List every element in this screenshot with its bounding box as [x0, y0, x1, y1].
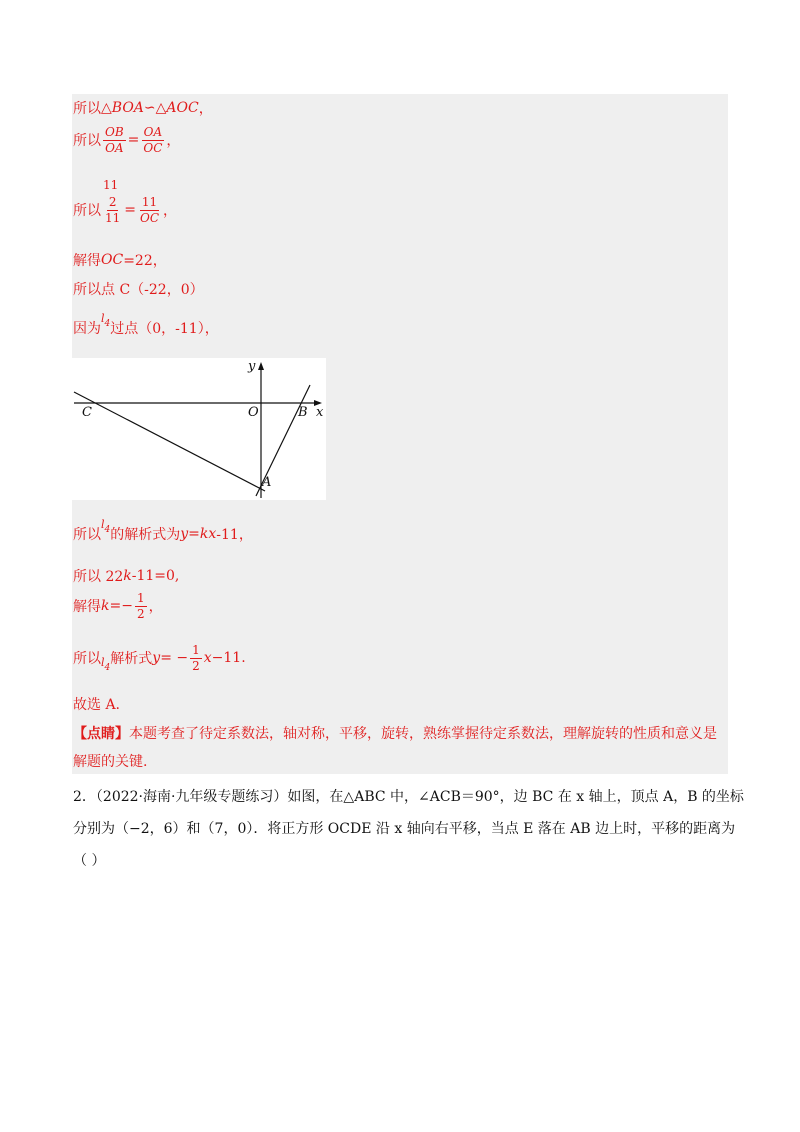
text: -11=0,: [131, 568, 180, 584]
denominator: 2: [192, 658, 200, 673]
question-line-2: 分别为（−2，6）和（7，0）．将正方形 OCDE 沿 x 轴向右平移，当点 E 落在 AB 边上时，平移的距离为: [73, 821, 736, 837]
line-ca: [74, 392, 265, 491]
punct: ，: [148, 599, 163, 616]
solution-line-7: [73, 517, 253, 544]
text: 所以点 C（-22，0）: [73, 282, 204, 298]
text: 所以: [73, 133, 101, 150]
text: 所以: [73, 101, 101, 117]
solution-line-5: [73, 279, 204, 299]
label-a: A: [262, 475, 272, 490]
label-b: B: [298, 405, 308, 420]
equals: =: [124, 202, 137, 219]
highlight-label: 【点睛】: [73, 726, 129, 742]
solution-line-11: [73, 694, 120, 714]
punct: ，: [166, 133, 181, 150]
fraction-ob-oa: [103, 126, 126, 154]
label-x: x: [316, 405, 324, 420]
denominator: OC: [140, 210, 160, 225]
punct: ，: [163, 203, 178, 220]
line-l4-symbol: $l_4$: [101, 517, 111, 535]
text: 所以: [73, 651, 101, 668]
denominator: OA: [105, 140, 124, 155]
numerator: 11: [141, 195, 158, 209]
solution-line-9: [73, 592, 163, 620]
fraction-one-half: [190, 644, 202, 672]
question-line-3: （ ）: [73, 853, 106, 869]
equals-minus: = −: [160, 650, 189, 667]
question-line-1: 2．（2022·海南·九年级专题练习）如图，在△ABC 中，∠ACB＝90°，边 BC 在 x 轴上，顶点 A，B 的坐标: [73, 789, 744, 805]
text: 解得: [73, 253, 101, 269]
solution-line-2: [73, 126, 180, 154]
fraction-2-11: [103, 196, 122, 224]
expression: y=kx: [180, 526, 217, 542]
label-c: C: [82, 405, 92, 420]
var-k: k: [101, 598, 110, 615]
solution-line-6: [73, 311, 219, 338]
label-y: y: [248, 359, 256, 374]
numerator: 1: [192, 643, 200, 657]
text: 因为: [73, 321, 101, 337]
nested-fraction-top: [103, 178, 118, 192]
var: OC: [101, 252, 124, 268]
equals: =: [127, 132, 140, 149]
denominator: 11: [105, 210, 121, 225]
answer-text: 故选 A.: [73, 697, 121, 713]
punct: ，: [198, 101, 213, 117]
label-o: O: [248, 405, 259, 420]
text: -11，: [216, 527, 253, 543]
denominator: OC: [143, 140, 163, 155]
var-x: x: [203, 650, 212, 667]
coordinate-figure: [72, 358, 326, 500]
numerator: 1: [136, 591, 145, 605]
text: 的解析式为: [110, 527, 181, 543]
line-l4-symbol: $l_4$: [101, 311, 111, 329]
text: 解题的关键.: [73, 754, 148, 770]
fraction-one-half: [135, 592, 147, 620]
punct: .: [241, 650, 246, 667]
solution-line-12: [73, 723, 717, 743]
text: −11: [211, 650, 242, 667]
var-k: k: [123, 568, 132, 584]
solution-line-8: [73, 566, 179, 586]
text: =22，: [123, 253, 167, 269]
denominator: 2: [136, 606, 145, 621]
text: 所以: [73, 203, 101, 220]
solution-line-3: [73, 196, 177, 224]
text: 所以 22: [73, 569, 124, 585]
text: 解得: [73, 599, 101, 616]
similar-triangles: △BOA∽△AOC: [101, 100, 199, 116]
solution-line-1: [73, 98, 213, 118]
solution-line-13: [73, 751, 147, 771]
text: 所以: [73, 527, 101, 543]
text: 过点（0，-11），: [110, 321, 219, 337]
y-axis-arrow: [258, 362, 264, 370]
numerator: 2: [108, 195, 117, 209]
var-y: y: [152, 650, 161, 667]
equals-minus: =−: [109, 598, 133, 615]
fraction-oa-oc: [141, 126, 164, 154]
text: 解析式: [110, 651, 153, 668]
solution-line-10: [73, 644, 246, 672]
line-l4-symbol: $l_4$: [101, 655, 111, 673]
solution-line-4: [73, 250, 167, 270]
text: 本题考查了待定系数法，轴对称，平移，旋转，熟练掌握待定系数法，理解旋转的性质和意义是: [129, 726, 717, 742]
numerator: OB: [105, 125, 124, 139]
fraction-11-oc: [138, 196, 161, 224]
numerator: OA: [143, 125, 163, 139]
numerator-top: 11: [103, 178, 119, 192]
